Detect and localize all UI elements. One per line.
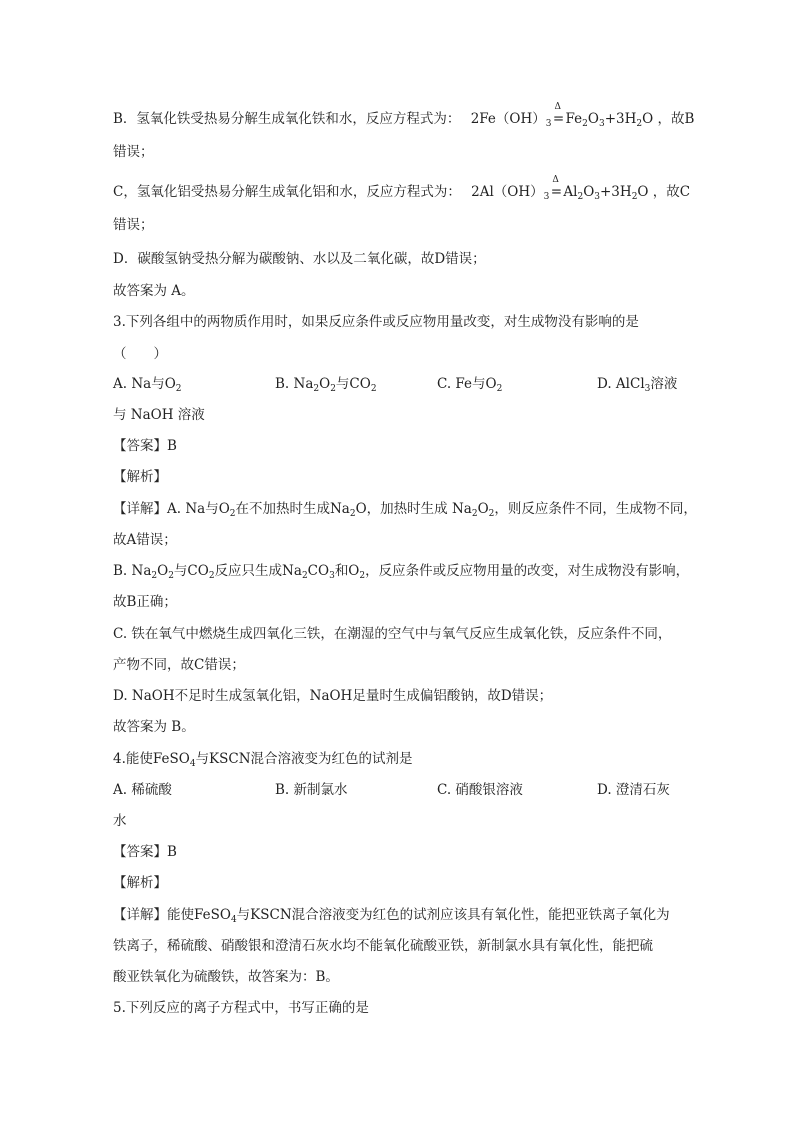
q4-detail-line-1: 【详解】能使FeSO$_4$与KSCN混合溶液变为红色的试剂应该具有氧化性，能把亚铁离子氧化为 — [113, 907, 670, 925]
q3-detail-a: 【详解】A. Na与$O_2$在不加热时生成$Na_2O$，加热时生成 $Na_2O_2$，则反应条件不同，生成物不同， — [113, 501, 697, 519]
q5-stem: 5.下列反应的离子方程式中，书写正确的是 — [113, 1000, 369, 1016]
q4-option-c: C. 硝酸银溶液 — [437, 782, 523, 798]
q3-answer: 【答案】B — [113, 438, 177, 454]
q3-detail-d: D. NaOH不足时生成氢氧化铝，NaOH足量时生成偏铝酸钠，故D错误； — [113, 688, 553, 704]
q2-option-c-line: C，氢氧化铝受热易分解生成氧化铝和水，反应方程式为： $2Al(OH)_3$ Δ $=Al_2O_3+3H_2O$ ，故C — [113, 175, 691, 202]
q3-paren: （ ） — [113, 346, 167, 362]
q3-stem: 3.下列各组中的两物质作用时，如果反应条件或反应物用量改变，对生成物没有影响的是 — [113, 314, 639, 330]
q2-option-d-line: D．碳酸氢钠受热分解为碳酸钠、水以及二氧化碳，故D错误； — [113, 251, 486, 267]
q3-option-d-continuation: 与 NaOH 溶液 — [113, 407, 205, 423]
q2-b-equation: $2Fe(OH)_3$ Δ $=Fe_2O_3+3H_2O$ — [470, 102, 654, 129]
q3-final-answer: 故答案为 B。 — [113, 719, 195, 735]
q2-b-text: B．氢氧化铁受热易分解生成氧化铁和水，反应方程式为： — [113, 111, 461, 127]
q2-c-continuation: 错误； — [113, 217, 154, 233]
q4-stem: 4.能使FeSO$_4$与KSCN混合溶液变为红色的试剂是 — [113, 751, 413, 769]
heating-equals-sign: Δ = — [550, 175, 563, 200]
q4-option-d-continuation: 水 — [113, 813, 127, 829]
q3-detail-b-continuation: 故B正确； — [113, 594, 177, 610]
q3-option-c: C. Fe与$O_2$ — [437, 376, 503, 394]
q3-detail-c: C. 铁在氧气中燃烧生成四氧化三铁，在潮湿的空气中与氧气反应生成氧化铁，反应条件不同， — [113, 626, 672, 642]
q3-option-b: B. $Na_2O_2$与$CO_2$ — [275, 376, 377, 394]
q4-option-d: D. 澄清石灰 — [597, 782, 670, 798]
q2-option-b-line: B．氢氧化铁受热易分解生成氧化铁和水，反应方程式为： $2Fe(OH)_3$ Δ $=Fe_2O_3+3H_2O$ ，故B — [113, 102, 695, 129]
q3-analysis-heading: 【解析】 — [113, 469, 167, 485]
q4-answer: 【答案】B — [113, 844, 177, 860]
q3-detail-b: B. $Na_2O_2$与$CO_2$反应只生成$Na_2CO_3$和$O_2$，反应条件或反应物用量的改变，对生成物没有影响， — [113, 563, 690, 581]
q4-option-b: B. 新制氯水 — [275, 782, 348, 798]
q2-b-continuation: 错误； — [113, 144, 154, 160]
q4-detail-line-3: 酸亚铁氧化为硫酸铁，故答案为：B。 — [113, 969, 339, 985]
q4-detail-line-2: 铁离子，稀硫酸、硝酸银和澄清石灰水均不能氧化硫酸亚铁，新制氯水具有氧化性，能把硫 — [113, 938, 653, 954]
q4-analysis-heading: 【解析】 — [113, 875, 167, 891]
q3-detail-a-continuation: 故A错误； — [113, 532, 177, 548]
q3-detail-c-continuation: 产物不同，故C错误； — [113, 657, 245, 673]
q3-option-a: A. Na与$O_2$ — [113, 376, 182, 394]
heating-equals-sign: Δ = — [552, 102, 565, 127]
q2-c-equation: $2Al(OH)_3$ Δ $=Al_2O_3+3H_2O$ — [471, 175, 649, 202]
q4-option-a: A. 稀硫酸 — [113, 782, 172, 798]
q2-final-answer: 故答案为 A。 — [113, 283, 195, 299]
q3-option-d: D. AlCl$_3$溶液 — [597, 376, 678, 394]
